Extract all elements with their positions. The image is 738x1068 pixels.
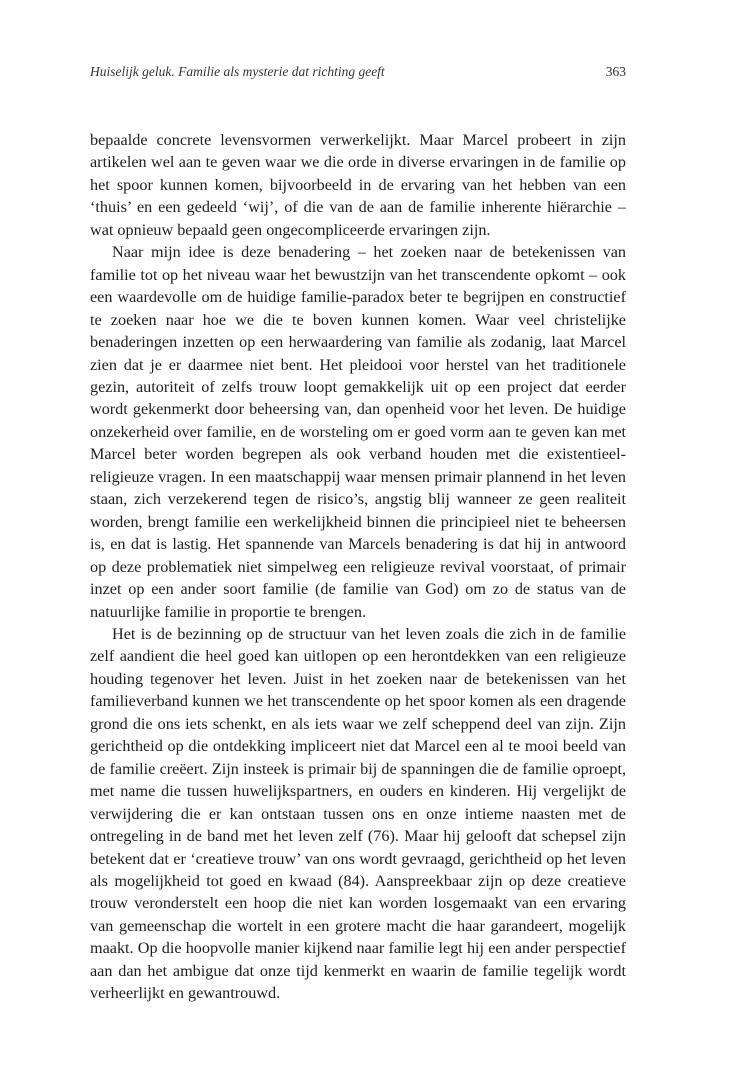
paragraph: Het is de bezinning op de structuur van het leven zoals die zich in de familie zelf aandient die heel goed kan uitlopen op een herontdekken van een religieuze houding tegenover het leven. Juist in het zoeken naar de betekenissen van het familieverband kunnen we het transcendente op het spoor komen als een dragende grond die ons iets schenkt, en als iets waar we zelf scheppend deel van zijn. Zijn gerichtheid op die ontdekking impliceert niet dat Marcel een al te mooi beeld van de familie creëert. Zijn insteek is primair bij de spanningen die de familie oproept, met name die tussen huwelijkspartners, en ouders en kinderen. Hij vergelijkt de verwijdering die er kan ontstaan tussen ons en onze intieme naasten met de ontregeling in de band met het leven zelf (76). Maar hij gelooft dat schepsel zijn betekent dat er ‘creatieve trouw’ van ons wordt gevraagd, gerichtheid op het leven als mogelijkheid tot goed en kwaad (84). Aanspreekbaar zijn op deze creatieve trouw veronderstelt een hoop die niet kan worden losgemaakt van een ervaring van gemeenschap die wortelt in een grotere macht die haar garandeert, mogelijk maakt. Op die hoopvolle manier kijkend naar familie legt hij een ander perspectief aan dan het ambigue dat onze tijd kenmerkt en waarin de familie tegelijk wordt verheerlijkt en gewantrouwd.: [90, 624, 626, 1003]
paragraph: Naar mijn idee is deze benadering – het zoeken naar de betekenissen van familie tot op het niveau waar het bewustzijn van het transcendente opkomt – ook een waardevolle om de huidige familie-paradox beter te begrijpen en constructief te zoeken naar hoe we die te boven kunnen komen. Waar veel christelijke benaderingen inzetten op een herwaardering van familie als zodanig, laat Marcel zien dat je er daarmee niet bent. Het pleidooi voor herstel van het traditionele gezin, autoriteit of zelfs trouw loopt gemakkelijk uit op een project dat eerder wordt gekenmerkt door beheersing van, dan openheid voor het leven. De huidige onzekerheid over familie, en de worsteling om er goed vorm aan te geven kan met Marcel beter worden begrepen als ook verband houden met die existentieel-religieuze vragen. In een maatschappij waar mensen primair plannend in het leven staan, zich verzekerend tegen de risico’s, angstig blij wanneer ze geen realiteit worden, brengt familie een werkelijkheid binnen die principieel niet te beheersen is, en dat is lastig. Het spannende van Marcels benadering is dat hij in antwoord op deze problematiek niet simpelweg een religieuze revival voorstaat, of primair inzet op een ander soort familie (de familie van God) om zo de status van de natuurlijke familie in proportie te brengen.: [90, 243, 626, 621]
running-header: [90, 64, 626, 84]
page-number: 363: [605, 64, 626, 79]
body-text: [90, 129, 626, 1005]
running-title: Huiselijk geluk. Familie als mysterie dat richting geeft: [90, 64, 385, 79]
paragraph: bepaalde concrete levensvormen verwerkelijkt. Maar Marcel probeert in zijn artikelen wel aan te geven waar we die orde in diverse ervaringen in de familie op het spoor kunnen komen, bijvoorbeeld in de ervaring van het hebben van een ‘thuis’ en een gedeeld ‘wij’, of die van de aan de familie inherente hiërarchie – wat opnieuw bepaald geen ongecompliceerde ervaringen zijn.: [90, 131, 626, 239]
